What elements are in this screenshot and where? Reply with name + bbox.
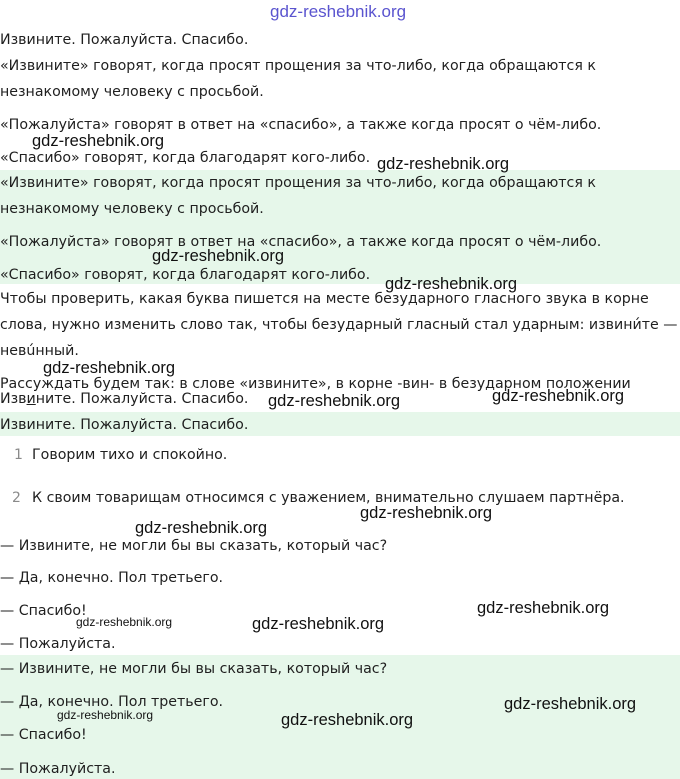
watermark: gdz-reshebnik.org xyxy=(252,615,385,633)
heading-highlight: Извините. Пожалуйста. Спасибо. xyxy=(0,417,249,433)
watermark: gdz-reshebnik.org xyxy=(76,615,173,629)
paragraph-line: «Спасибо» говорят, когда благодарят кого-либо. xyxy=(0,150,371,166)
watermark: gdz-reshebnik.org xyxy=(152,247,285,265)
watermark: gdz-reshebnik.org xyxy=(377,155,510,173)
dialog-line: — Да, конечно. Пол третьего. xyxy=(0,570,224,586)
watermark: gdz-reshebnik.org xyxy=(135,519,268,537)
paragraph-line: незнакомому человеку с просьбой. xyxy=(0,201,264,217)
paragraph-line: невúнный. xyxy=(0,343,79,359)
paragraph-line: «Пожалуйста» говорят в ответ на «спасибо», а также когда просят о чём-либо. xyxy=(0,117,602,133)
dialog-line: — Пожалуйста. xyxy=(0,761,116,777)
watermark: gdz-reshebnik.org xyxy=(477,599,610,617)
watermark: gdz-reshebnik.org xyxy=(385,275,518,293)
rule-number: 2 xyxy=(12,490,21,506)
paragraph-line: незнакомому человеку с просьбой. xyxy=(0,84,264,100)
dialog-line: — Спасибо! xyxy=(0,727,87,743)
text-part: Изв xyxy=(0,391,27,407)
paragraph-line: «Пожалуйста» говорят в ответ на «спасибо», а также когда просят о чём-либо. xyxy=(0,234,602,250)
paragraph-line: слова, нужно изменить слово так, чтобы безударный гласный стал ударным: извини́те — xyxy=(0,317,678,333)
dialog-line: — Извините, не могли бы вы сказать, который час? xyxy=(0,661,388,677)
watermark: gdz-reshebnik.org xyxy=(268,392,401,410)
underlined-letter: и xyxy=(26,391,36,407)
heading: Извините. Пожалуйста. Спасибо. xyxy=(0,32,249,48)
watermark: gdz-reshebnik.org xyxy=(281,711,414,729)
dialog-line: — Пожалуйста. xyxy=(0,636,116,652)
watermark: gdz-reshebnik.org xyxy=(270,2,407,21)
paragraph-line: «Извините» говорят, когда просят прощения за что-либо, когда обращаются к xyxy=(0,58,596,74)
watermark: gdz-reshebnik.org xyxy=(57,708,154,722)
watermark: gdz-reshebnik.org xyxy=(504,695,637,713)
paragraph-line: «Спасибо» говорят, когда благодарят кого-либо. xyxy=(0,267,371,283)
rule-text: Говорим тихо и спокойно. xyxy=(32,447,228,463)
paragraph-line: Чтобы проверить, какая буква пишется на месте безударного гласного звука в корне xyxy=(0,291,649,307)
rule-number: 1 xyxy=(14,447,23,463)
dialog-line: — Да, конечно. Пол третьего. xyxy=(0,694,224,710)
watermark: gdz-reshebnik.org xyxy=(492,387,625,405)
paragraph-line: «Извините» говорят, когда просят прощения за что-либо, когда обращаются к xyxy=(0,175,596,191)
watermark: gdz-reshebnik.org xyxy=(32,132,165,150)
dialog-line: — Спасибо! xyxy=(0,603,87,619)
heading-underlined xyxy=(0,389,248,409)
paragraph-line: Рассуждать будем так: в слове «извините», в корне -вин- в безударном положении xyxy=(0,376,631,392)
watermark: gdz-reshebnik.org xyxy=(360,504,493,522)
text-part: ните. Пожалуйста. Спасибо. xyxy=(35,391,249,407)
dialog-line: — Извините, не могли бы вы сказать, который час? xyxy=(0,538,388,554)
watermark: gdz-reshebnik.org xyxy=(43,359,176,377)
rule-text: К своим товарищам относимся с уважением, внимательно слушаем партнёра. xyxy=(32,490,625,506)
